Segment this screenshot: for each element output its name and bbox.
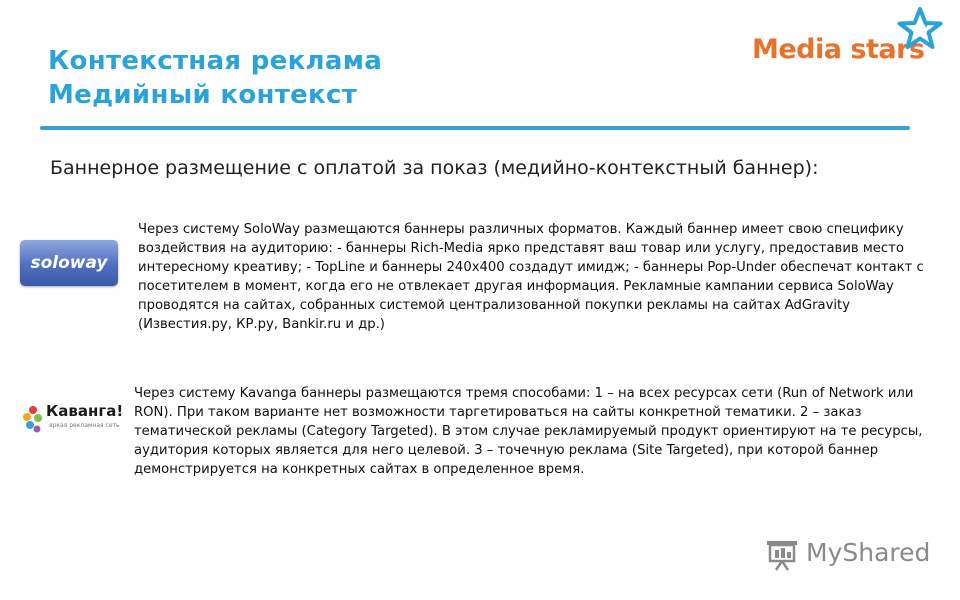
title-divider — [40, 126, 910, 130]
title-line-2: Медийный контекст — [48, 80, 358, 110]
soloway-logo — [20, 240, 118, 286]
projector-icon — [764, 538, 802, 572]
star-icon — [896, 6, 944, 52]
kavanga-logo — [22, 400, 124, 438]
title-line-1: Контекстная реклама — [48, 46, 383, 76]
myshared-watermark — [764, 536, 934, 574]
kavanga-logo-name: Каванга! — [46, 402, 124, 420]
section-subtitle: Баннерное размещение с оплатой за показ (медийно-контекстный баннер): — [50, 157, 819, 179]
kavanga-mark-icon — [22, 404, 44, 434]
slide-title — [48, 44, 382, 112]
kavanga-logo-tagline: яркая рекламная сеть — [49, 422, 120, 429]
soloway-description: Через систему SoloWay размещаются баннеры различных форматов. Каждый баннер имеет свою специфику воздействия на аудиторию: - баннеры Rich-Media ярко представят ваш товар или услугу, предоставив место интересному креативу; - TopLine и баннеры 240x400 создадут имидж; - баннеры Pop-Under обеспечат контакт с посетителем в момент, когда его не отвлекает другая информация. Рекламные кампании сервиса SoloWay проводятся на сайтах, собранных системой централизованной покупки рекламы на сайтах AdGravity (Известия.ру, КР.ру, Bankir.ru и др.) — [138, 222, 924, 332]
soloway-logo-text: soloway — [30, 253, 108, 273]
brand-name: Media stars — [752, 34, 925, 65]
myshared-text: MyShared — [806, 538, 931, 567]
media-stars-logo — [752, 6, 952, 66]
kavanga-description: Через систему Kavanga баннеры размещаются тремя способами: 1 – на всех ресурсах сети (Run of Network или RON). При таком варианте нет возможности таргетироваться на сайты конкретной тематики. 2 – заказ тематической рекламы (Category Targeted). В этом случае рекламируемый продукт ориентируют на те ресурсы, аудитория которых является для него целевой. 3 – точечную реклама (Site Targeted), при которой баннер демонстрируется на конкретных сайтах в определенное время. — [134, 386, 923, 477]
